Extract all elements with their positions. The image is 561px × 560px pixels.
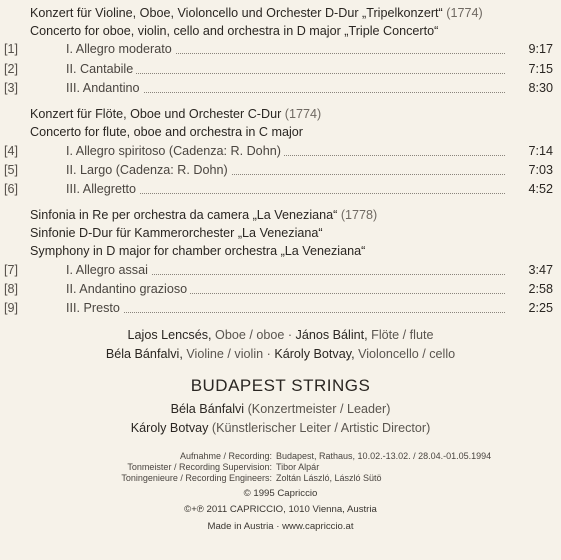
track-title: II. Cantabile xyxy=(66,62,136,76)
credit-row xyxy=(90,473,490,484)
credit-label: Tonmeister / Recording Supervision: xyxy=(127,462,272,472)
performer-name: Lajos Lencsés, xyxy=(127,328,212,342)
track-duration: 3:47 xyxy=(525,263,553,277)
work3-title-de: Sinfonie D-Dur für Kammerorchester „La Veneziana“ xyxy=(30,226,323,240)
leader-name: Károly Botvay xyxy=(130,421,209,435)
performers-line-1 xyxy=(0,328,561,342)
performer-role: Violoncello / cello xyxy=(354,347,456,361)
track-duration: 4:52 xyxy=(525,182,553,196)
track-title: I. Allegro spiritoso (Cadenza: R. Dohn) xyxy=(66,144,284,158)
track-duration: 7:14 xyxy=(525,144,553,158)
track-number: [8] xyxy=(4,282,19,296)
track-row[interactable] xyxy=(0,81,553,97)
leader-role: (Künstlerischer Leiter / Artistic Director) xyxy=(208,421,431,435)
performer-name: János Bálint, xyxy=(295,328,368,342)
phonographic-copyright-line: ©+℗ 2011 CAPRICCIO, 1010 Vienna, Austria xyxy=(184,504,377,515)
credit-value: Tibor Alpár xyxy=(276,462,320,472)
track-row[interactable] xyxy=(0,163,553,179)
work1-title-en: Concerto for oboe, violin, cello and orchestra in D major „Triple Concerto“ xyxy=(30,24,439,38)
leader-line-2 xyxy=(0,421,561,435)
track-title: III. Presto xyxy=(66,301,123,315)
copyright-line: © 1995 Capriccio xyxy=(243,488,318,499)
track-number: [3] xyxy=(4,81,19,95)
track-row[interactable] xyxy=(0,182,553,198)
track-row[interactable] xyxy=(0,42,553,58)
work2-title-de-text: Konzert für Flöte, Oboe und Orchester C-Dur xyxy=(30,107,282,121)
performer-role: Violine / violin · xyxy=(182,347,275,361)
performers-line-2 xyxy=(0,347,561,361)
work2-title-en: Concerto for flute, oboe and orchestra in C major xyxy=(30,125,304,139)
track-duration: 7:03 xyxy=(525,163,553,177)
work1-title-de xyxy=(30,6,483,20)
performer-role: Oboe / oboe · xyxy=(211,328,296,342)
work1-title-de-text: Konzert für Violine, Oboe, Violoncello und Orchester D-Dur „Tripelkonzert“ xyxy=(30,6,443,20)
track-number: [7] xyxy=(4,263,19,277)
dot-leader xyxy=(66,312,505,313)
track-title: II. Andantino grazioso xyxy=(66,282,190,296)
work1-year: (1774) xyxy=(446,6,483,20)
track-title: III. Allegretto xyxy=(66,182,139,196)
work3-title-it-text: Sinfonia in Re per orchestra da camera „La Veneziana“ xyxy=(30,208,338,222)
recording-credits xyxy=(90,451,490,484)
track-title: I. Allegro assai xyxy=(66,263,151,277)
work2-title-de xyxy=(30,107,321,121)
work2-year: (1774) xyxy=(284,107,322,121)
track-row[interactable] xyxy=(0,62,553,78)
track-title: I. Allegro moderato xyxy=(66,42,175,56)
track-number: [2] xyxy=(4,62,19,76)
leader-name: Béla Bánfalvi xyxy=(170,402,245,416)
track-number: [1] xyxy=(4,42,19,56)
track-number: [5] xyxy=(4,163,19,177)
leader-line-1 xyxy=(0,402,561,416)
performer-role: Flöte / flute xyxy=(367,328,434,342)
track-duration: 2:25 xyxy=(525,301,553,315)
ensemble-name: BUDAPEST STRINGS xyxy=(190,376,371,395)
track-duration: 8:30 xyxy=(525,81,553,95)
leader-role: (Konzertmeister / Leader) xyxy=(244,402,391,416)
performer-name: Károly Botvay, xyxy=(274,347,355,361)
track-duration: 7:15 xyxy=(525,62,553,76)
work3-year: (1778) xyxy=(340,208,378,222)
credit-row xyxy=(90,451,490,462)
credit-value: Budapest, Rathaus, 10.02.-13.02. / 28.04.-01.05.1994 xyxy=(276,451,492,461)
work3-title-it xyxy=(30,208,377,222)
track-title: III. Andantino xyxy=(66,81,143,95)
credit-value: Zoltán László, László Sütö xyxy=(276,473,382,483)
credit-label: Toningenieure / Recording Engineers: xyxy=(121,473,272,483)
track-row[interactable] xyxy=(0,144,553,160)
track-number: [4] xyxy=(4,144,19,158)
track-duration: 2:58 xyxy=(525,282,553,296)
work3-title-en: Symphony in D major for chamber orchestra „La Veneziana“ xyxy=(30,244,366,258)
credit-label: Aufnahme / Recording: xyxy=(179,451,272,461)
track-row[interactable] xyxy=(0,282,553,298)
performer-name: Béla Bánfalvi, xyxy=(105,347,183,361)
track-duration: 9:17 xyxy=(525,42,553,56)
track-number: [9] xyxy=(4,301,19,315)
track-number: [6] xyxy=(4,182,19,196)
made-in-line: Made in Austria · www.capriccio.at xyxy=(207,521,354,532)
track-row[interactable] xyxy=(0,301,553,317)
credit-row xyxy=(90,462,490,473)
track-title: II. Largo (Cadenza: R. Dohn) xyxy=(66,163,231,177)
track-row[interactable] xyxy=(0,263,553,279)
